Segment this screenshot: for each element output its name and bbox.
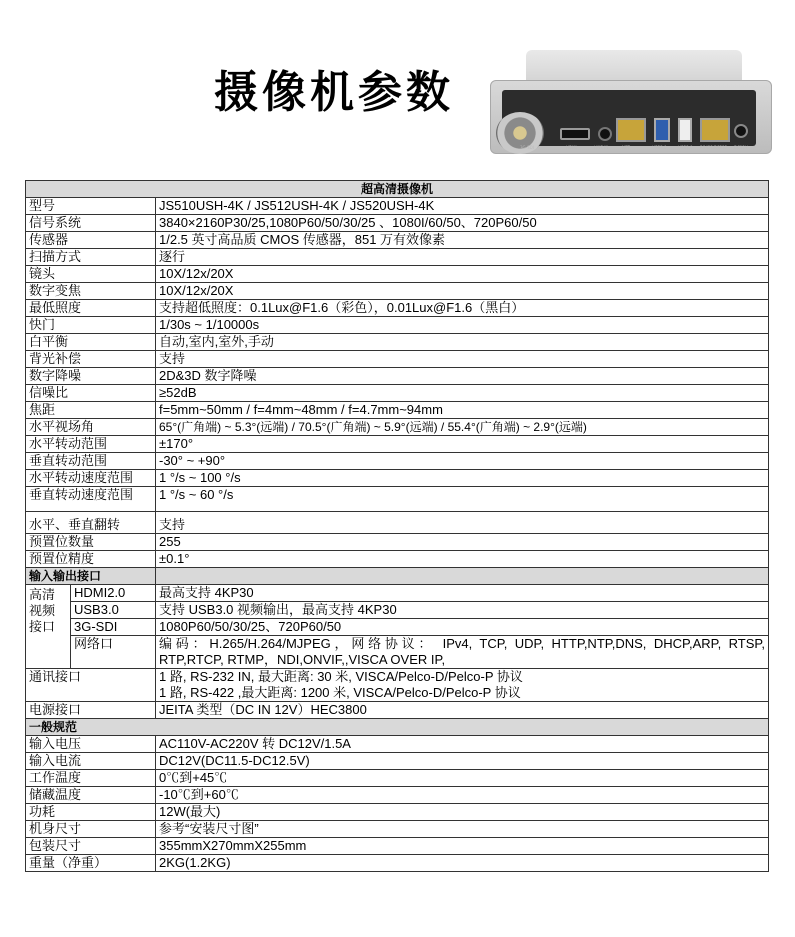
section-title-general: 一般规范 [26,719,769,736]
row-value: 3840×2160P30/25,1080P60/50/30/25 、1080I/60/50、720P60/50 [156,215,769,232]
row-value: 最高支持 4KP30 [156,585,769,602]
group-label-line: 高清 [29,587,56,602]
comm-line: 1 路, RS-232 IN, 最大距离: 30 米, VISCA/Pelco-D/Pelco-P 协议 [159,669,523,684]
table-row [26,198,769,215]
row-value: 10X/12x/20X [156,266,769,283]
table-row [26,266,769,283]
row-value: JEITA 类型（DC IN 12V）HEC3800 [156,702,769,719]
row-label: 快门 [26,317,156,334]
row-label: 预置位精度 [26,551,156,568]
port-label: NET [622,145,630,150]
row-label: 机身尺寸 [26,821,156,838]
group-label-line: 接口 [29,619,56,634]
section-row [26,568,769,585]
table-row [26,470,769,487]
row-label: 包装尺寸 [26,838,156,855]
row-value: 255 [156,534,769,551]
table-row [26,669,769,702]
row-value: -10℃到+60℃ [156,787,769,804]
row-label: 型号 [26,198,156,215]
row-label: 输入电流 [26,753,156,770]
table-row [26,838,769,855]
video-interface-group-label [26,585,71,669]
usb2-port-icon [678,118,692,142]
row-label: 预置位数量 [26,534,156,551]
table-row [26,753,769,770]
row-label: 信号系统 [26,215,156,232]
row-label: 信噪比 [26,385,156,402]
table-row [26,585,769,602]
row-value: DC12V(DC11.5-DC12.5V) [156,753,769,770]
row-value: 支持 USB3.0 视频输出，最高支持 4KP30 [156,602,769,619]
row-value: ±0.1° [156,551,769,568]
row-label: USB3.0 [71,602,156,619]
row-label: 数字变焦 [26,283,156,300]
table-row [26,551,769,568]
usb3-port-icon [654,118,670,142]
row-value: 支持超低照度：0.1Lux@F1.6（彩色），0.01Lux@F1.6（黑白） [156,300,769,317]
table-row [26,402,769,419]
row-label: 传感器 [26,232,156,249]
table-row [26,385,769,402]
row-label: 扫描方式 [26,249,156,266]
table-row [26,317,769,334]
rs422-port-icon [700,118,730,142]
row-label: 水平、垂直翻转 [26,512,156,534]
table-row [26,487,769,512]
ethernet-port-icon [616,118,646,142]
row-label: 水平视场角 [26,419,156,436]
row-value: ±170° [156,436,769,453]
row-label: 垂直转动范围 [26,453,156,470]
table-row [26,436,769,453]
table-row [26,534,769,551]
row-value: f=5mm~50mm / f=4mm~48mm / f=4.7mm~94mm [156,402,769,419]
row-label: 水平转动速度范围 [26,470,156,487]
table-row [26,602,769,619]
table-row [26,300,769,317]
row-label: 3G-SDI [71,619,156,636]
hdmi-port-icon [560,128,590,140]
table-row [26,821,769,838]
spec-table [25,180,769,872]
row-label: 通讯接口 [26,669,156,702]
row-label: HDMI2.0 [71,585,156,602]
row-label: 镜头 [26,266,156,283]
row-value: 1080P60/50/30/25、720P60/50 [156,619,769,636]
row-value: AC110V-AC220V 转 DC12V/1.5A [156,736,769,753]
row-value: 2D&3D 数字降噪 [156,368,769,385]
dc-power-port-icon [734,124,748,138]
row-value: 参考“安装尺寸图” [156,821,769,838]
row-value: 2KG(1.2KG) [156,855,769,872]
table-row [26,249,769,266]
table-row [26,368,769,385]
row-value: ≥52dB [156,385,769,402]
table-row [26,619,769,636]
table-row [26,736,769,753]
table-row [26,351,769,368]
row-value: 12W(最大) [156,804,769,821]
row-label: 水平转动范围 [26,436,156,453]
row-value: JS510USH-4K / JS512USH-4K / JS520USH-4K [156,198,769,215]
row-value: 65°(广角端) ~ 5.3°(远端) / 70.5°(广角端) ~ 5.9°(远端) / 55.4°(广角端) ~ 2.9°(远端) [156,419,769,436]
row-value: 支持 [156,351,769,368]
row-label: 储藏温度 [26,787,156,804]
row-label: 输入电压 [26,736,156,753]
row-label: 工作温度 [26,770,156,787]
table-header: 超高清摄像机 [26,181,769,198]
table-row [26,855,769,872]
section-title-io: 输入输出接口 [26,568,156,585]
row-value: 编码：H.265/H.264/MJPEG，网络协议： IPv4, TCP, UDP, HTTP,NTP,DNS, DHCP,ARP, RTSP, RTP,RTCP, RTMP，NDI,ONVIF,,VISCA OVER IP, [156,636,769,669]
row-value: -30° ~ +90° [156,453,769,470]
table-row [26,512,769,534]
row-label: 数字降噪 [26,368,156,385]
audio-jack-icon [598,127,612,141]
table-row [26,770,769,787]
table-row [26,636,769,669]
table-row [26,334,769,351]
page-title: 摄像机参数 [214,67,454,118]
row-value: 1 °/s ~ 100 °/s [156,470,769,487]
table-row [26,787,769,804]
row-label: 最低照度 [26,300,156,317]
row-value: 1/2.5 英寸高品质 CMOS 传感器，851 万有效像素 [156,232,769,249]
table-row [26,283,769,300]
table-row [26,419,769,436]
row-value: 10X/12x/20X [156,283,769,300]
row-value [156,669,769,702]
port-label: HDMI [566,145,577,150]
row-label: 功耗 [26,804,156,821]
row-value: 支持 [156,512,769,534]
row-label: 垂直转动速度范围 [26,487,156,512]
row-value: 自动,室内,室外,手动 [156,334,769,351]
row-label: 电源接口 [26,702,156,719]
row-value: 355mmX270mmX255mm [156,838,769,855]
row-value: 1 °/s ~ 60 °/s [156,487,769,512]
row-label: 网络口 [71,636,156,669]
section-row [26,719,769,736]
row-value: 0℃到+45℃ [156,770,769,787]
port-label: RS422/RS232 [700,145,728,150]
row-label: 重量（净重） [26,855,156,872]
row-value: 逐行 [156,249,769,266]
port-label: DC12V [734,145,748,150]
port-label: 3G-SDI [520,145,534,150]
table-header-row [26,181,769,198]
table-row [26,232,769,249]
comm-line: 1 路, RS-422 ,最大距离: 1200 米, VISCA/Pelco-D/Pelco-P 协议 [159,685,521,700]
port-label: USB3.0 [652,145,667,150]
port-label: LINE IN [594,145,609,150]
table-row [26,453,769,470]
table-row [26,702,769,719]
port-label: USB2.0 [678,145,693,150]
row-label: 白平衡 [26,334,156,351]
table-row [26,804,769,821]
group-label-line: 视频 [29,603,56,618]
table-row [26,215,769,232]
row-label: 背光补偿 [26,351,156,368]
row-value: 1/30s ~ 1/10000s [156,317,769,334]
row-label: 焦距 [26,402,156,419]
